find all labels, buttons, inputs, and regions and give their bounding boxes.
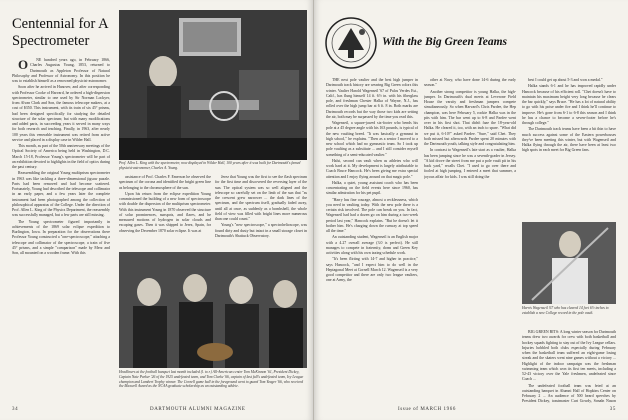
right-column-2 bbox=[424, 78, 516, 404]
paragraph: assistance of Prof. Charles F. Emerson he observed the spectrum of the corona and identified the bright green line as belonging to the chromosphere of the sun. bbox=[119, 175, 211, 190]
team-emblem bbox=[324, 16, 378, 70]
paragraph: "It's been flirting with 14-7 and higher in practice," says Hancock, "and I expect him to do well in the Heptagonal Meet at Cornell March 12. Wagenseil is a very good competitor and there are only two league vaulters, one at Army, the bbox=[326, 257, 418, 283]
paragraph: BIG GREEN BITS: A long winter season for Dartmouth teams drew two awards for crew with both basketball and hockey squads fighting to stay out of the Ivy League cellars. Injuries hobbled both clubs especially during February when the basketball team suffered an eight-game losing streak and the skaters went nine games without a victory ... Highlight of the indoor campaign was the freshman swimming team which won its first ten meets, including a 52-43 victory over the Yale freshmen, undefeated since Coach ... bbox=[522, 330, 616, 382]
photo-caption-top: Prof. Allen L. King with the spectrometer, now displayed in Wilder Hall, 100 years after it was built for Dartmouth's famed physicist-astronomer, Charles A. Young. bbox=[119, 161, 301, 170]
paragraph: Halka stands 6-1 and he has improved rapidly under Hancock because of his efficient roll. "Chet doesn't have to maintain his maximum height very long because he clears the bar quickly," says Bruce. "He has a lot of natural ability to go with his poise under fire and I think he'll continue to improve. He's gone from 6-1 to 6-8 this season and I think he has a chance to become a seven-footer before he's through college." bbox=[522, 84, 616, 125]
right-page bbox=[314, 0, 628, 420]
paragraph: This month, as part of the 50th anniversary meetings of the Optical Society of America being held in Washington, D.C. March 15-18, Professor Young's spectrometer will be part of an exhibition devoted to highlights in the field of optics during the past century. bbox=[12, 144, 110, 169]
photo-caption-right: Harris Wagenseil '67 who has cleared 14 feet 6½ inches to establish a new College record in the pole vault. bbox=[522, 306, 609, 315]
left-column-2 bbox=[119, 175, 211, 247]
right-column-4 bbox=[522, 330, 616, 404]
paragraph: The Dartmouth track teams have been a bit thin to have much success against some of the Eastern powerhouses they've been meeting this winter, but with Wagenseil and Halka flying through the air, there have been at least two high spots in each meet for Big Green fans. bbox=[522, 127, 616, 153]
article-title-left: Centennial for A Spectrometer bbox=[12, 16, 108, 49]
article-title-right: With the Big Green Teams bbox=[382, 36, 508, 48]
banquet-photo bbox=[119, 252, 307, 368]
paragraph: THE next pole vaulter and the best high jumper in Dartmouth track history are wearing Big Green colors this winter. Vaulter Harold Wagenseil '67 of Palos Verdes Est., Calif., has flung himself 14 ft. 6½ in. with his fiberglass pole, and freshman Chester Halka of Wayne, N.J., has rolled over the high jump bar at 6 ft. 8 in. Both marks are Dartmouth records but the way those two kids are setting the air, both may be surpassed by the time you read this. bbox=[326, 78, 418, 119]
photo-caption-bottom: Headliners at the football banquet last month included (l. to r.) All-American center Tom McKinnon '61, President Dickey, Captain Nate Parker '26 of the 1925 undefeated team, and Tom Clarke '66, captain of last fall's undefeated team, Ivy League champion and Lambert Trophy winner. The Cornell game ball in the foreground went to guard Tom Yeager '66, who received the Maxwell Award as the NCAA graduate scholarship as an outstanding athlete. bbox=[119, 370, 304, 389]
vaulter-photo bbox=[522, 222, 616, 304]
paragraph: Another strong competitor is young Halka, the high-jumper. In Dartmouth's dual meets at Leverone Field House the varsity and freshman jumpers compete simultaneously. So when Harvard's Chris Pardee, the Hep champion, was here February 5, rookie Halka was in the pits with him. The bar went up to 6-8 and Pardee went over in his first shot. That didn't faze the 18-year-old Halka. He cleared it, too, with an inch to spare. "What did we put it, 6-10?" asked Pardee. "Sure," said Chet. They both missed but afterwards Pardee spent 20 minutes with the Dartmouth youth, talking style and congratulating him. bbox=[424, 89, 516, 146]
paragraph: other at Navy, who have done 14-6 during the early season." bbox=[424, 78, 516, 88]
paragraph: Jerez that Young was the first to see the flash spectrum for the first time and discovered the reversing layer of the sun. The optical system was so well aligned and the telescope so carefully set on the limb of the sun that "as the crescent grew narrower ... the dark lines of the spectrum, and the spectrum itself, gradually faded away, until all at once, as suddenly as a bombshell, the whole field of view was filled with bright lines more numerous than one could count." bbox=[215, 175, 307, 221]
paragraph: An outstanding student, Wagenseil is an English major with a 4.27 overall average (3.0 is perfect). He still manages to compete in fraternity, dorm and Green Key activities along with his own taxing schedule work. bbox=[326, 235, 418, 255]
magazine-name: DARTMOUTH ALUMNI MAGAZINE bbox=[150, 407, 246, 412]
paragraph: Wagenseil, a square-jawed six-footer who bends his pole at a 45 degree angle with his 163 pounds, is typical of the new vaulting breed. "It was basically a gymnast in high school," he explains. "Then as a senior I moved to a new school which had no gymnastic team. So I took up pole vaulting as a substitute ... and I still consider myself something of a semi-educated vaulter." bbox=[326, 121, 418, 157]
emblem-icon bbox=[324, 16, 378, 70]
paragraph: "Harry has fine courage, almost a recklessness, which you need in vaulting today. With the new pole there is a certain risk involved. The pole can break on you. In fact, Wagenseil had had a dozen go on him during a two-week period last year," Hancock explains. "But he doesn't let it bother him. He's charging down the runway at top speed all the time." bbox=[326, 197, 418, 233]
spectrometer-illustration bbox=[119, 10, 307, 160]
paragraph: In contrast to Wagenseil's late start as a vaulter, Halka has been jumping since he was a seventh-grader in Jersey. "A kid drove the street from me put a pole vault pit in his back yard," recalls Chet. "I used to go over there and fooled at high jumping. I entered a meet that summer, a joyous affair for kids. I was still doing the bbox=[424, 148, 516, 179]
right-column-1 bbox=[326, 78, 418, 404]
spectrometer-photo bbox=[119, 10, 307, 160]
page-number-left: 34 bbox=[12, 407, 19, 412]
left-column-3 bbox=[215, 175, 307, 247]
paragraph: The Young spectrometer figured importantly in achievements of the 1869 solar eclipse expedition to Burlington, Iowa. In preparation for the observations there Professor Young constructed a "one-spectroscope," attaching a telescope and collimator of the spectroscope, a train of five 45° prisms, and a simple "comparison" made by Merz and Son, all mounted on a wooden frame. With this bbox=[12, 219, 110, 255]
paragraph: Halka, a quiet, young assistant coach who has been concentrating on the field events here since 1960, has similar admiration for his pet pupil. bbox=[326, 180, 418, 196]
page-number-right: 35 bbox=[609, 407, 616, 412]
paragraph: Upon his return from the eclipse expedition Young commissioned the building of a new form of spectroscope with double the dispersion of the multiprism spectrometer. With this instrument Young in 1870 observed the structure of solar prominences, sunspots, and flares, and he measured motions of hydrogen in solar clouds and escaping gases. Then it was shipped to Jerez, Spain, for observing the December 1870 solar eclipse. It was at bbox=[119, 191, 211, 233]
paragraph: Halsi, second can vault when as athletes who will work hard at it. My development is largely attributable to Coach Bruce Hancock. He's been giving me extra special attention and I enjoy flying around on that magic pole." bbox=[326, 158, 418, 179]
paragraph: NE hundred years ago, in February 1866, Charles Augustus Young, 1853, returned to Dartmouth as Appleton Professor of Natural Philosophy and Professor of Astronomy. In this position he was to establish himself as a renowned physicist-astronomer. bbox=[12, 58, 110, 83]
right-column-3 bbox=[522, 78, 616, 218]
vaulter-illustration bbox=[522, 222, 616, 304]
drop-cap: O bbox=[18, 58, 29, 72]
paragraph: Soon after he arrived in Hanover, and after corresponding with Professor Cooke of Harvard, he ordered a high-dispersion spectrometer, similar to one used by Sir Norman Lockyer, from Alvan Clark and Son, the famous telescope makers, at a cost of $350. This instrument, with its train of six 45° prisms, had been designed specifically for studying the detailed structure of the solar spectrum; but with many modifications and added parts, in succeeding years it served in many ways for both research and teaching. Finally, in 1963, after nearly 100 years this venerable instrument was retired from active service and placed in a display case in Wilder Hall. bbox=[12, 85, 110, 142]
left-column-1 bbox=[12, 58, 110, 404]
paragraph: best I could get up about 5-3 and won a medal." bbox=[528, 78, 603, 82]
issue-date: Issue of MARCH 1966 bbox=[398, 407, 456, 412]
paragraph: Young's "new spectroscope," a spectrohelioscope, was found dirty and dusty but intact in a small storage closet in Dartmouth's Shattuck Observatory. bbox=[215, 223, 307, 238]
paragraph: Reassembling the original Young multiprism spectrometer in 1963 was like tackling a three-dimensional jigsaw puzzle. Parts had been removed and had become scattered. Fortunately, Young had described the telescope and collimator in an early paper, and a few years later the complete instrument had been photographed among the collection of philosophical apparatus of the College. Under the direction of Prof. Allen L. King of the Physics Department, the reassembly was successfully managed, but a few parts are still missing. bbox=[12, 171, 110, 218]
paragraph: The undefeated football team was feted at an outstanding banquet in Alumni Hall of Hopkins Center on February 2 ... An audience of 500 heard speeches by President Dickey, toastmaster Curt Gowdy, Sonaln Nason bbox=[522, 383, 616, 404]
banquet-illustration bbox=[119, 252, 307, 368]
